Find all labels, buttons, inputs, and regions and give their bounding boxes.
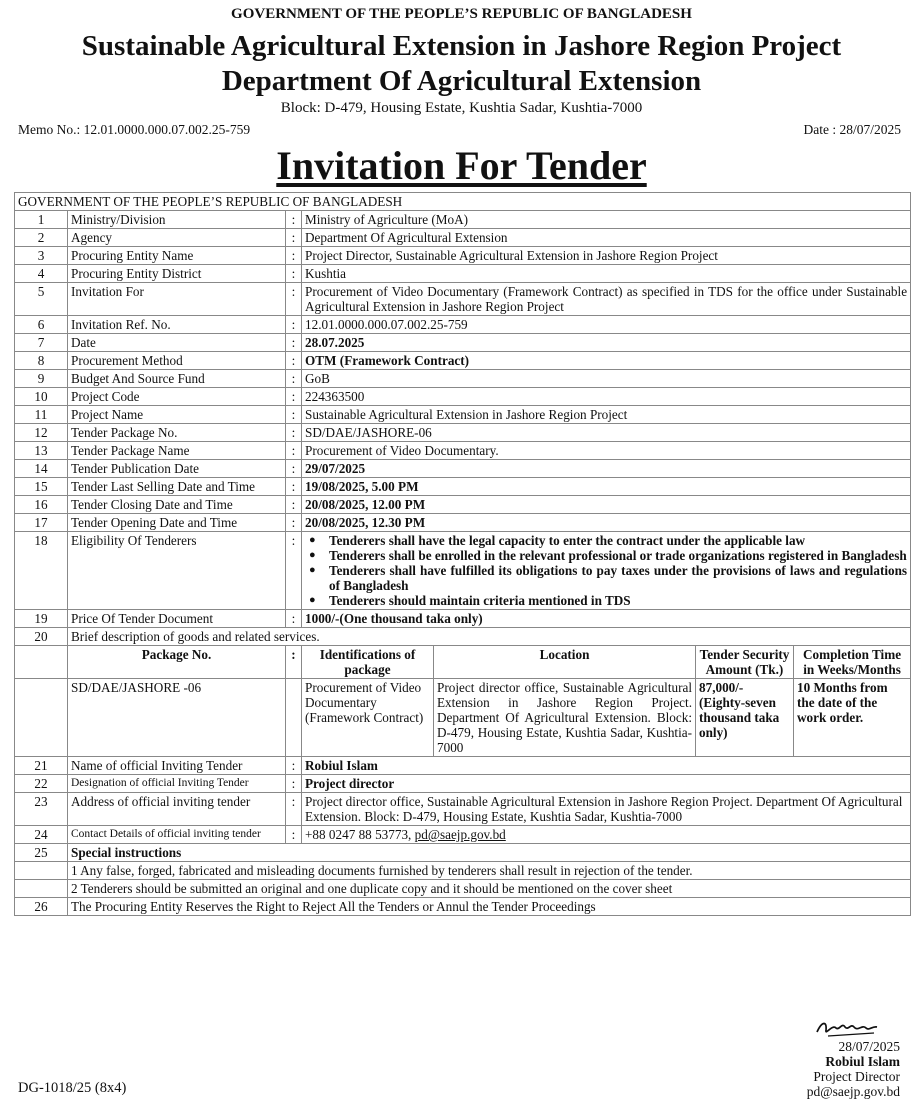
package-row: SD/DAE/JASHORE -06 Procurement of Video Documentary (Framework Contract) Project director office, Sustainable Agricultural Extension in Jashore Region Project. Department Of Agricultural Extension. Block: D-479, Housing Estate, Kushtia Sadar, Kushtia-7000 87,000/- (Eighty-seven thousand taka only) 10 Months from the date of the work order. bbox=[15, 679, 911, 757]
eligibility-item: ● Tenderers shall have the legal capacity to enter the contract under the applicable law bbox=[305, 533, 907, 548]
table-row: 1 Ministry/Division : Ministry of Agriculture (MoA) bbox=[15, 211, 911, 229]
table-row: 9 Budget And Source Fund : GoB bbox=[15, 370, 911, 388]
table-row: 5 Invitation For : Procurement of Video Documentary (Framework Contract) as specified in TDS for the office under Sustainable Agricultural Extension in Jashore Region Project bbox=[15, 283, 911, 316]
table-row: 26 The Procuring Entity Reserves the Right to Reject All the Tenders or Annul the Tender Proceedings bbox=[15, 898, 911, 916]
signature-designation: Project Director bbox=[813, 1069, 900, 1084]
contact-row: 24 Contact Details of official inviting tender : +88 0247 88 53773, pd@saejp.gov.bd bbox=[15, 826, 911, 844]
table-row: 19 Price Of Tender Document : 1000/-(One thousand taka only) bbox=[15, 610, 911, 628]
table-row: 8 Procurement Method : OTM (Framework Contract) bbox=[15, 352, 911, 370]
table-row: 20 Brief description of goods and related services. bbox=[15, 628, 911, 646]
eligibility-item: ● Tenderers shall be enrolled in the relevant professional or trade organizations registered in Bangladesh bbox=[305, 548, 907, 563]
address-line: Block: D-479, Housing Estate, Kushtia Sadar, Kushtia-7000 bbox=[280, 100, 643, 116]
government-heading: GOVERNMENT OF THE PEOPLE’S REPUBLIC OF BANGLADESH bbox=[231, 6, 692, 22]
table-heading: GOVERNMENT OF THE PEOPLE’S REPUBLIC OF BANGLADESH bbox=[15, 193, 911, 211]
table-row: 4 Procuring Entity District : Kushtia bbox=[15, 265, 911, 283]
footer-code: DG-1018/25 (8x4) bbox=[18, 1080, 127, 1096]
eligibility-row: 18 Eligibility Of Tenderers : ● Tenderers shall have the legal capacity to enter the contract under the applicable law ● Tenderers shall be enrolled in the relevant professional or trade organizations registered in Bangladesh ● Tenderers shall have fulfilled its obligations to pay taxes under the provisions of laws and regulations of Bangladesh ● Tenderers should maintain criteria mentioned in TDS bbox=[15, 532, 911, 610]
table-row: 15 Tender Last Selling Date and Time : 19/08/2025, 5.00 PM bbox=[15, 478, 911, 496]
table-row: 22 Designation of official Inviting Tender : Project director bbox=[15, 775, 911, 793]
signature-block bbox=[720, 1015, 900, 1099]
signature-scribble-icon bbox=[814, 1015, 880, 1039]
document-title: Invitation For Tender bbox=[276, 143, 647, 188]
table-row: 16 Tender Closing Date and Time : 20/08/2025, 12.00 PM bbox=[15, 496, 911, 514]
contact-email-link[interactable]: pd@saejp.gov.bd bbox=[414, 827, 506, 842]
table-row: 21 Name of official Inviting Tender : Robiul Islam bbox=[15, 757, 911, 775]
table-row: 10 Project Code : 224363500 bbox=[15, 388, 911, 406]
table-row: 25 Special instructions bbox=[15, 844, 911, 862]
table-row: 13 Tender Package Name : Procurement of Video Documentary. bbox=[15, 442, 911, 460]
contact-phone: +88 0247 88 53773, bbox=[305, 827, 412, 842]
memo-number: Memo No.: 12.01.0000.000.07.002.25-759 bbox=[18, 122, 251, 137]
eligibility-item: ● Tenderers shall have fulfilled its obligations to pay taxes under the provisions of laws and regulations of Bangladesh bbox=[305, 563, 907, 593]
signature-date: 28/07/2025 bbox=[838, 1039, 900, 1054]
signature-name: Robiul Islam bbox=[825, 1054, 900, 1069]
table-row: 12 Tender Package No. : SD/DAE/JASHORE-06 bbox=[15, 424, 911, 442]
project-heading: Sustainable Agricultural Extension in Jashore Region Project bbox=[81, 30, 842, 62]
table-row: 2 Agency : Department Of Agricultural Extension bbox=[15, 229, 911, 247]
package-header-row: Package No. : Identifications of package Location Tender Security Amount (Tk.) Completion Time in Weeks/Months bbox=[15, 646, 911, 679]
table-row: 3 Procuring Entity Name : Project Director, Sustainable Agricultural Extension in Jashore Region Project bbox=[15, 247, 911, 265]
special-instruction-row: 1 Any false, forged, fabricated and misleading documents furnished by tenderers shall result in rejection of the tender. bbox=[15, 862, 911, 880]
special-instruction-row: 2 Tenderers should be submitted an original and one duplicate copy and it should be mentioned on the cover sheet bbox=[15, 880, 911, 898]
signature-email: pd@saejp.gov.bd bbox=[806, 1084, 900, 1099]
eligibility-item: ● Tenderers should maintain criteria mentioned in TDS bbox=[305, 593, 907, 608]
table-row: 17 Tender Opening Date and Time : 20/08/2025, 12.30 PM bbox=[15, 514, 911, 532]
department-heading: Department Of Agricultural Extension bbox=[221, 65, 702, 97]
tender-table bbox=[14, 192, 911, 916]
table-row: 11 Project Name : Sustainable Agricultural Extension in Jashore Region Project bbox=[15, 406, 911, 424]
table-row: 14 Tender Publication Date : 29/07/2025 bbox=[15, 460, 911, 478]
table-row: 6 Invitation Ref. No. : 12.01.0000.000.07.002.25-759 bbox=[15, 316, 911, 334]
table-row: 23 Address of official inviting tender : Project director office, Sustainable Agricultural Extension in Jashore Region Project. Department Of Agricultural Extension. Block: D-479, Housing Estate, Kushtia Sadar, Kushtia-7000 bbox=[15, 793, 911, 826]
eligibility-list bbox=[305, 533, 907, 608]
table-row: 7 Date : 28.07.2025 bbox=[15, 334, 911, 352]
memo-date: Date : 28/07/2025 bbox=[803, 122, 901, 137]
